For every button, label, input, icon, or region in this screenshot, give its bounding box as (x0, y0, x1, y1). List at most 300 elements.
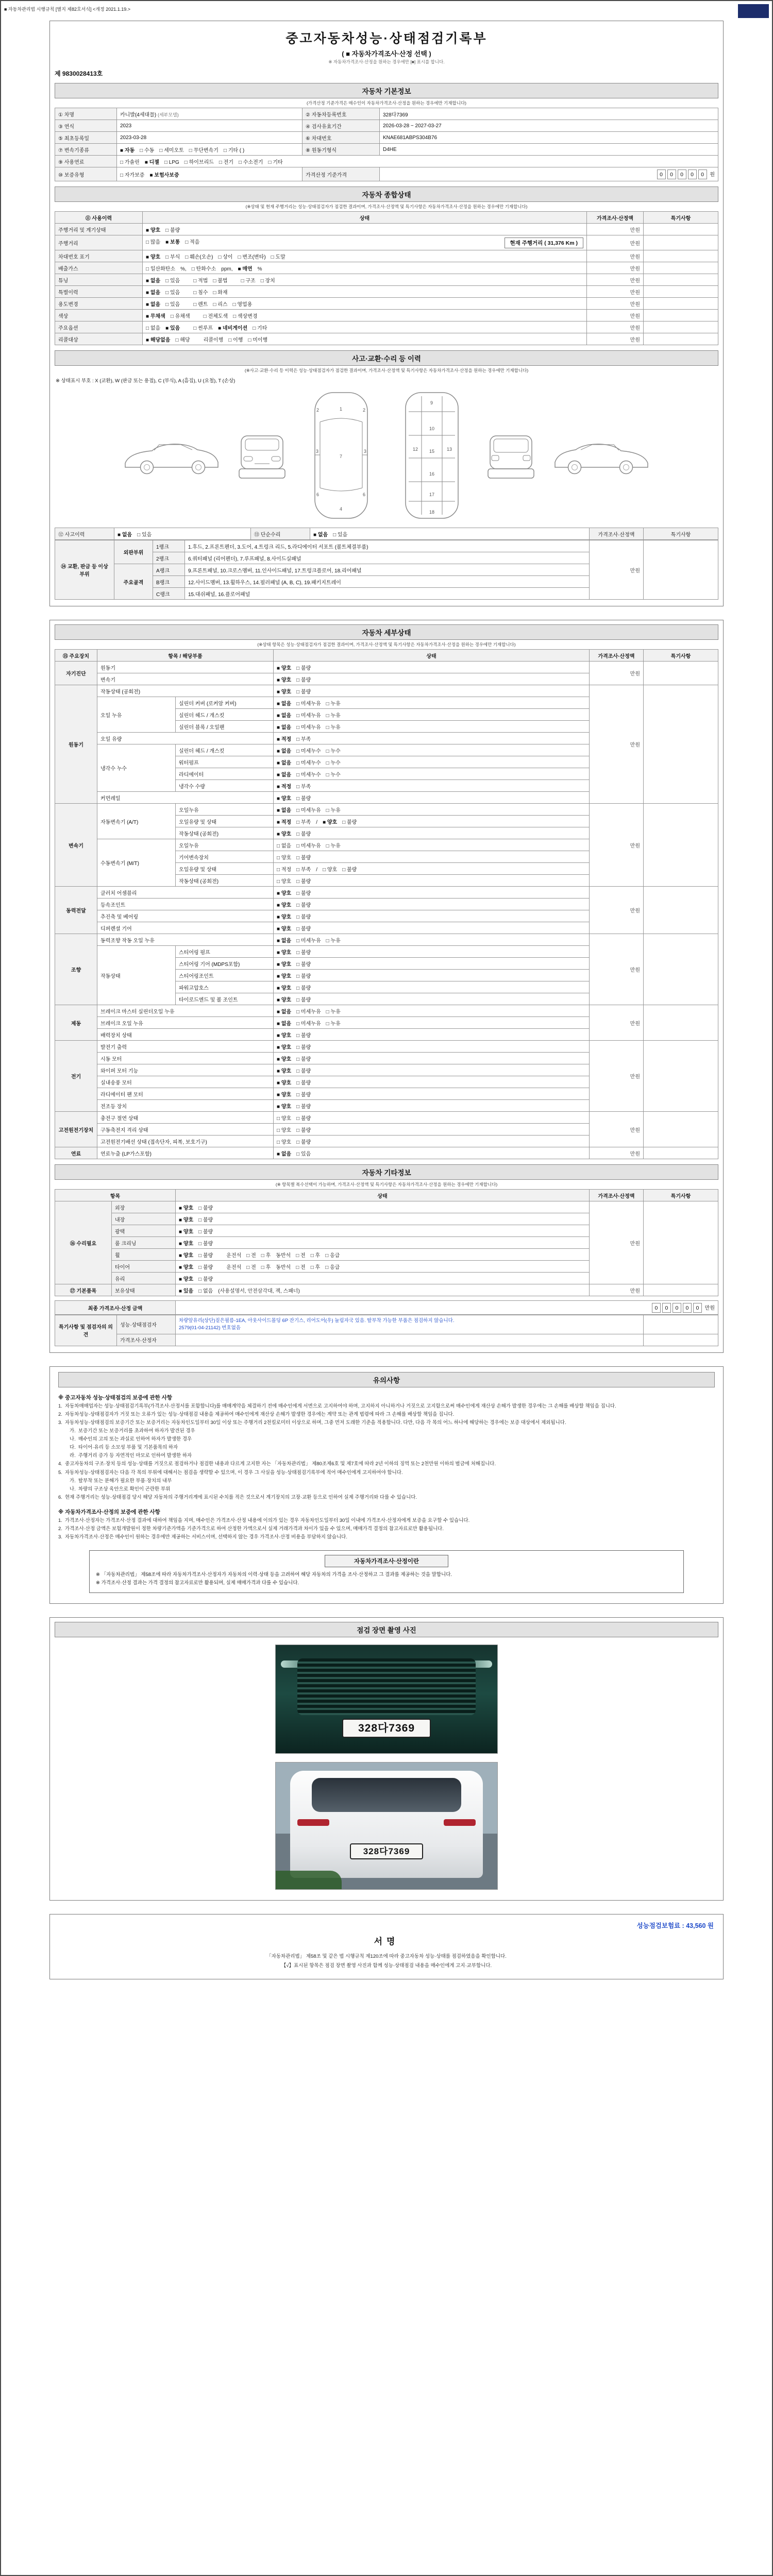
note-cell[interactable] (644, 887, 718, 934)
unchecked-checkbox[interactable]: □ 리스 (213, 301, 228, 308)
diagram-number: 15 (429, 449, 435, 454)
price-cell[interactable]: 만원 (587, 298, 644, 310)
state-options (274, 733, 590, 744)
state-options (274, 958, 590, 970)
note-cell[interactable] (644, 310, 718, 321)
unchecked-checkbox[interactable]: □ 있음 (333, 532, 348, 538)
checked-checkbox[interactable]: ■ 없음 (146, 290, 161, 296)
checked-checkbox[interactable]: ■ 양호 (277, 677, 292, 683)
checked-checkbox[interactable]: ■ 없음 (277, 760, 292, 766)
unchecked-checkbox[interactable]: □ 불량 (198, 1217, 213, 1223)
unchecked-checkbox[interactable]: □ 누유 (326, 843, 341, 849)
unchecked-checkbox[interactable]: □ 해당 (175, 337, 190, 343)
unchecked-checkbox[interactable]: □ 기타 ( ) (223, 147, 245, 154)
unchecked-checkbox[interactable]: □ 후 (310, 1264, 321, 1270)
price-cell[interactable]: 만원 (587, 224, 644, 235)
price-digit: 0 (688, 170, 697, 179)
state-options (274, 1147, 590, 1159)
unchecked-checkbox[interactable]: □ 미세누수 (296, 760, 321, 766)
state-options (274, 899, 590, 910)
detail-row (55, 934, 718, 946)
price-cell[interactable]: 만원 (587, 274, 644, 286)
price-cell[interactable]: 만원 (587, 250, 644, 262)
checked-checkbox[interactable]: ■ 양호 (277, 831, 292, 837)
unchecked-checkbox[interactable]: □ 있음 (165, 301, 180, 308)
state-options (143, 224, 587, 235)
notice-subitem: 라. 주행거리 증가 등 자연적인 마모로 인하여 발생한 하자 (70, 1453, 192, 1459)
detail-row (55, 887, 718, 899)
checked-checkbox[interactable]: ■ 양호 (179, 1205, 194, 1211)
checked-checkbox[interactable]: ■ 없음 (277, 1021, 292, 1027)
note-cell[interactable] (644, 298, 718, 310)
unchecked-checkbox[interactable]: □ 수동 (140, 147, 155, 154)
unchecked-checkbox[interactable]: □ 불량 (198, 1205, 213, 1211)
diagram-number: 18 (429, 510, 435, 515)
definition-box-title: 자동차가격조사·산정이란 (325, 1555, 448, 1567)
unchecked-checkbox[interactable]: □ 누유 (326, 701, 341, 707)
unchecked-checkbox[interactable]: □ 적정 (277, 867, 292, 873)
notice-section2-items (58, 1517, 715, 1541)
part-label: 오일유량 및 상태 (176, 816, 274, 827)
note-cell[interactable] (644, 250, 718, 262)
note-cell[interactable] (644, 1041, 718, 1112)
price-cell[interactable]: 만원 (587, 286, 644, 298)
price-cell[interactable]: 만원 (590, 1201, 644, 1284)
checked-checkbox[interactable]: ■ 적정 (277, 819, 292, 825)
unchecked-checkbox[interactable]: □ 불량 (165, 227, 180, 233)
unchecked-checkbox[interactable]: □ 누유 (326, 724, 341, 731)
checked-checkbox[interactable]: ■ 양호 (277, 689, 292, 695)
unchecked-checkbox[interactable]: □ 불량 (296, 961, 311, 968)
unchecked-checkbox[interactable]: □ 불량 (342, 819, 357, 825)
unchecked-checkbox[interactable]: □ 후 (261, 1252, 271, 1259)
checked-checkbox[interactable]: ■ 네비게이션 (218, 325, 248, 331)
unchecked-checkbox[interactable]: □ 불량 (296, 1068, 311, 1074)
checked-checkbox[interactable]: ■ 없음 (313, 532, 328, 538)
unchecked-checkbox[interactable]: □ 없음 (146, 325, 161, 331)
unchecked-checkbox[interactable]: □ 불량 (296, 855, 311, 861)
price-cell[interactable]: 만원 (590, 540, 644, 600)
unchecked-checkbox[interactable]: □ 이행 (228, 337, 243, 343)
checked-checkbox[interactable]: ■ 양호 (277, 665, 292, 671)
unchecked-checkbox[interactable]: □ 장치 (260, 278, 275, 284)
price-cell[interactable]: 만원 (590, 1112, 644, 1147)
etc-row (55, 1201, 718, 1213)
price-cell[interactable]: 만원 (587, 321, 644, 333)
unchecked-checkbox[interactable]: □ 불량 (342, 867, 357, 873)
unchecked-checkbox[interactable]: □ 미이행 (248, 337, 268, 343)
checked-checkbox[interactable]: ■ 없음 (146, 301, 161, 308)
checked-checkbox[interactable]: ■ 양호 (277, 997, 292, 1003)
detail-condition-table (55, 649, 718, 1159)
checked-checkbox[interactable]: ■ 없음 (277, 701, 292, 707)
unchecked-checkbox[interactable]: □ 누유 (326, 1021, 341, 1027)
price-cell[interactable]: 만원 (590, 685, 644, 804)
device-group-label: 조향 (55, 934, 97, 1005)
unchecked-checkbox[interactable]: □ 불량 (296, 890, 311, 896)
repair-label: ⑬ 단순수리 (251, 528, 310, 540)
unchecked-checkbox[interactable]: □ 부족 (296, 867, 311, 873)
unchecked-checkbox[interactable]: □ 후 (310, 1252, 321, 1259)
note-cell[interactable] (644, 1112, 718, 1147)
unchecked-checkbox[interactable]: □ 미세누수 (296, 748, 321, 754)
accident-label: ⑫ 사고이력 (55, 528, 114, 540)
note-cell[interactable] (644, 1147, 718, 1159)
checked-checkbox[interactable]: ■ 없음 (277, 938, 292, 944)
unchecked-checkbox[interactable]: □ 무단변속기 (189, 147, 219, 154)
price-cell[interactable]: 만원 (590, 1005, 644, 1041)
usage-history-row (55, 262, 718, 274)
unchecked-checkbox[interactable]: □ 불량 (198, 1264, 213, 1270)
unchecked-checkbox[interactable]: □ 없음 (198, 1288, 213, 1294)
checked-checkbox[interactable]: ■ 양호 (277, 1056, 292, 1062)
corner-mark (738, 4, 769, 18)
unchecked-checkbox[interactable]: □ 불량 (296, 926, 311, 932)
unchecked-checkbox[interactable]: □ 전 (296, 1264, 306, 1270)
unchecked-checkbox[interactable]: □ 적음 (185, 239, 200, 245)
unchecked-checkbox[interactable]: □ 양호 (277, 1115, 292, 1122)
unchecked-checkbox[interactable]: □ 후 (261, 1264, 271, 1270)
diagram-number: 10 (429, 426, 435, 431)
unchecked-checkbox[interactable]: □ 불법 (213, 278, 228, 284)
price-cell[interactable]: 만원 (587, 333, 644, 345)
checked-checkbox[interactable]: ■ 무채색 (146, 313, 165, 319)
checked-checkbox[interactable]: ■ 양호 (179, 1276, 194, 1282)
unchecked-checkbox[interactable]: □ 침수 (193, 290, 208, 296)
unchecked-checkbox[interactable]: □ 구조 (241, 278, 256, 284)
unchecked-checkbox[interactable]: □ 많음 (146, 239, 161, 245)
base-price-value[interactable]: 0 0 0 0 0 원 (380, 167, 718, 181)
unchecked-checkbox[interactable]: □ 가솔린 (120, 159, 140, 165)
unchecked-checkbox[interactable]: □ 세미오토 (159, 147, 184, 154)
unchecked-checkbox[interactable]: □ 양호 (277, 855, 292, 861)
state-options (274, 1076, 590, 1088)
unchecked-checkbox[interactable]: □ 불량 (198, 1276, 213, 1282)
unchecked-checkbox[interactable]: □ 응급 (325, 1252, 340, 1259)
device-group-label: 고전원전기장치 (55, 1112, 97, 1147)
checked-checkbox[interactable]: ■ 양호 (277, 1068, 292, 1074)
unchecked-checkbox[interactable]: □ 화재 (213, 290, 228, 296)
unchecked-checkbox[interactable]: □ 전기 (219, 159, 234, 165)
unchecked-checkbox[interactable]: □ 전 (296, 1252, 306, 1259)
unchecked-checkbox[interactable]: □ 있음 (165, 278, 180, 284)
state-options (274, 875, 590, 887)
notice-item: 3. 자동차가격조사·산정은 매수인이 원하는 경우에만 제공하는 서비스이며, 선택하지 않는 경우 가격조사·산정 비용을 부담하지 않습니다. (58, 1534, 347, 1540)
exchange-section-label: ⑭ 교환, 판금 등 이상 부위 (55, 540, 114, 600)
state-options (143, 262, 587, 274)
fuel-options (117, 156, 718, 167)
checked-checkbox[interactable]: ■ 양호 (179, 1217, 194, 1223)
unchecked-checkbox[interactable]: □ 미세누유 (296, 724, 321, 731)
unchecked-checkbox[interactable]: □ 불량 (198, 1229, 213, 1235)
checked-checkbox[interactable]: ■ 양호 (277, 985, 292, 991)
checked-checkbox[interactable]: ■ 양호 (277, 890, 292, 896)
checked-checkbox[interactable]: ■ 양호 (277, 961, 292, 968)
spacer (195, 337, 204, 343)
price-cell[interactable]: 만원 (590, 1147, 644, 1159)
price-cell[interactable]: 만원 (590, 1284, 644, 1296)
unchecked-checkbox[interactable]: □ 일산화탄소 (146, 266, 176, 272)
checked-checkbox[interactable]: ■ 양호 (323, 819, 338, 825)
unchecked-checkbox[interactable]: □ 렌트 (193, 301, 208, 308)
unchecked-checkbox[interactable]: □ 부식 (165, 254, 180, 260)
checked-checkbox[interactable]: ■ 양호 (277, 1044, 292, 1050)
price-header: 가격조사·산정액 (590, 1190, 644, 1201)
checked-checkbox[interactable]: ■ 매연 (238, 266, 253, 272)
unchecked-checkbox[interactable]: □ 썬루프 (193, 325, 213, 331)
checked-checkbox[interactable]: ■ 양호 (277, 914, 292, 920)
price-cell[interactable]: 만원 (587, 310, 644, 321)
unchecked-checkbox[interactable]: □ 응급 (325, 1264, 340, 1270)
checked-checkbox[interactable]: ■ 보험사보증 (149, 172, 179, 178)
unchecked-checkbox[interactable]: □ 불량 (296, 985, 311, 991)
notice-item: 2. 가격조사·산정 금액은 보험개발원이 정한 차량기준가액을 기준가격으로 하여 산정한 가액으로서 실제 거래가격과 차이가 있을 수 있으며, 매매가격 결정의 참고자료로만 활용됩니다. (58, 1526, 444, 1532)
state-options (274, 721, 590, 733)
unchecked-checkbox[interactable]: □ 불량 (296, 795, 311, 802)
price-cell[interactable]: 만원 (590, 804, 644, 887)
notice-subitem: 나. 차량의 구조상 육안으로 확인이 곤란한 부위 (70, 1486, 171, 1492)
note-cell[interactable] (644, 540, 718, 600)
usage-history-row (55, 286, 718, 298)
unchecked-checkbox[interactable]: □ 불량 (296, 950, 311, 956)
unchecked-checkbox[interactable]: □ 유채색 (170, 313, 190, 319)
item-label: 충전구 절연 상태 (97, 1112, 274, 1124)
unchecked-checkbox[interactable]: □ 적법 (193, 278, 208, 284)
unchecked-checkbox[interactable]: □ 누유 (326, 938, 341, 944)
unchecked-checkbox[interactable]: □ 누유 (326, 807, 341, 814)
note-cell[interactable] (644, 224, 718, 235)
price-cell[interactable]: 만원 (587, 262, 644, 274)
unchecked-checkbox[interactable]: □ 불량 (296, 1139, 311, 1145)
unchecked-checkbox[interactable]: □ 미세누유 (296, 843, 321, 849)
note-cell[interactable] (644, 934, 718, 1005)
unchecked-checkbox[interactable]: □ 불량 (296, 997, 311, 1003)
unchecked-checkbox[interactable]: □ 부족 (296, 784, 311, 790)
unchecked-checkbox[interactable]: □ 불량 (198, 1252, 213, 1259)
diagram-number: 12 (413, 447, 418, 452)
unchecked-checkbox[interactable]: □ 부족 (296, 736, 311, 742)
checked-checkbox[interactable]: ■ 양호 (179, 1229, 194, 1235)
note-cell[interactable] (644, 262, 718, 274)
state-options (176, 1284, 590, 1296)
unchecked-checkbox[interactable]: □ 도말 (271, 254, 285, 260)
diagram-number: 2 (363, 408, 366, 413)
unchecked-checkbox[interactable]: □ 불량 (296, 914, 311, 920)
unchecked-checkbox[interactable]: □ 불량 (296, 689, 311, 695)
unchecked-checkbox[interactable]: □ 훼손(오손) (185, 254, 213, 260)
checked-checkbox[interactable]: ■ 없음 (277, 1009, 292, 1015)
unchecked-checkbox[interactable]: □ 있음 (296, 1151, 311, 1157)
unchecked-checkbox[interactable]: □ 불량 (296, 1127, 311, 1133)
unchecked-checkbox[interactable]: □ 불량 (296, 973, 311, 979)
checked-checkbox[interactable]: ■ 양호 (179, 1241, 194, 1247)
note-cell[interactable] (644, 804, 718, 887)
price-cell[interactable]: 만원 (590, 887, 644, 934)
unchecked-checkbox[interactable]: □ 자가보증 (120, 172, 145, 178)
checked-checkbox[interactable]: ■ 양호 (179, 1264, 194, 1270)
unchecked-checkbox[interactable]: □ 있음 (165, 290, 180, 296)
note-cell[interactable] (644, 662, 718, 685)
price-survey-select[interactable]: ( ■ 자동차가격조사·산정 선택 ) (342, 50, 431, 58)
note-cell[interactable] (644, 286, 718, 298)
unchecked-checkbox[interactable]: □ 불량 (198, 1241, 213, 1247)
car-body-shape (290, 1771, 483, 1878)
checked-checkbox[interactable]: ■ 적정 (277, 736, 292, 742)
checked-checkbox[interactable]: ■ 양호 (179, 1252, 194, 1259)
checked-checkbox[interactable]: ■ 양호 (277, 926, 292, 932)
unchecked-checkbox[interactable]: □ 미세누유 (296, 701, 321, 707)
checked-checkbox[interactable]: ■ 양호 (277, 1032, 292, 1039)
section-etc-info: 자동차 기타정보 (55, 1164, 718, 1180)
price-cell[interactable]: 만원 (590, 934, 644, 1005)
unchecked-checkbox[interactable]: □ 누수 (326, 748, 341, 754)
checked-checkbox[interactable]: ■ 해당없음 (146, 337, 171, 343)
unchecked-checkbox[interactable]: □ 부족 (296, 819, 311, 825)
note-cell[interactable] (644, 1284, 718, 1296)
unchecked-checkbox[interactable]: □ 미세누수 (296, 772, 321, 778)
unchecked-checkbox[interactable]: □ 미세누유 (296, 1021, 321, 1027)
first-reg-value: 2023-03-28 (117, 132, 303, 144)
unchecked-checkbox[interactable]: □ 불량 (296, 665, 311, 671)
unchecked-checkbox[interactable]: □ 기타 (268, 159, 283, 165)
notice-card (49, 1366, 724, 1604)
table-header-row (55, 650, 718, 662)
diagram-number: 13 (447, 447, 452, 452)
unchecked-checkbox[interactable]: □ 전체도색 (203, 313, 228, 319)
unchecked-checkbox[interactable]: □ 누수 (326, 772, 341, 778)
note-cell[interactable] (644, 1201, 718, 1284)
state-header: 상태 (176, 1190, 590, 1201)
note-cell[interactable] (644, 333, 718, 345)
note-cell[interactable] (644, 1005, 718, 1041)
unchecked-checkbox[interactable]: □ 누유 (326, 1009, 341, 1015)
opinion-extra-cell (644, 1334, 718, 1346)
price-header: 가격조사·산정액 (587, 212, 644, 224)
checked-checkbox[interactable]: ■ 양호 (277, 1080, 292, 1086)
unchecked-checkbox[interactable]: □ 수소전기 (239, 159, 263, 165)
price-digit: 0 (678, 170, 686, 179)
unchecked-checkbox[interactable]: □ 불량 (296, 677, 311, 683)
top-bar (4, 4, 769, 20)
unchecked-checkbox[interactable]: □ 미세누유 (296, 807, 321, 814)
checked-checkbox[interactable]: ■ 없음 (146, 278, 161, 284)
note-header: 특기사항 (644, 212, 718, 224)
unchecked-checkbox[interactable]: □ 색상변경 (233, 313, 258, 319)
checked-checkbox[interactable]: ■ 없음 (277, 724, 292, 731)
basic-info-note: (가격산정 기준가격은 매수인이 자동차가격조사·산정을 원하는 경우에만 기재합니다) (306, 100, 467, 106)
unchecked-checkbox[interactable]: □ 전 (246, 1264, 256, 1270)
checked-checkbox[interactable]: ■ 양호 (277, 950, 292, 956)
checked-checkbox[interactable]: ■ 자동 (120, 147, 135, 154)
checked-checkbox[interactable]: ■ 양호 (277, 902, 292, 908)
unchecked-checkbox[interactable]: □ 불량 (296, 1056, 311, 1062)
unchecked-checkbox[interactable]: □ 양호 (277, 1127, 292, 1133)
unchecked-checkbox[interactable]: □ 탄화수소 (191, 266, 216, 272)
note-cell[interactable] (644, 321, 718, 333)
unchecked-checkbox[interactable]: □ 불량 (296, 1115, 311, 1122)
checked-checkbox[interactable]: ■ 보통 (165, 239, 180, 245)
checked-checkbox[interactable]: ■ 양호 (277, 973, 292, 979)
price-digit: 0 (683, 1303, 692, 1313)
unchecked-checkbox[interactable]: □ 미세누유 (296, 1009, 321, 1015)
checked-checkbox[interactable]: ■ 없음 (277, 748, 292, 754)
note-cell[interactable] (644, 235, 718, 250)
final-price-value[interactable]: 0 0 0 0 0 만원 (176, 1301, 718, 1315)
notice-subitem: 가. 탈부착 또는 분해가 필요한 부품·장치의 내부 (70, 1478, 172, 1484)
state-options (274, 993, 590, 1005)
unchecked-checkbox[interactable]: □ 미세누유 (296, 713, 321, 719)
unchecked-checkbox[interactable]: □ 상이 (218, 254, 233, 260)
appraiser-opinion-text (176, 1334, 644, 1346)
checked-checkbox[interactable]: ■ 양호 (146, 254, 161, 260)
unchecked-checkbox[interactable]: □ 변조(변타) (238, 254, 266, 260)
checked-checkbox[interactable]: ■ 양호 (277, 1092, 292, 1098)
unchecked-checkbox[interactable]: □ 불량 (296, 1044, 311, 1050)
checked-checkbox[interactable]: ■ 적정 (277, 784, 292, 790)
car-diagram-front (235, 423, 289, 488)
photos-card (49, 1617, 724, 1901)
checked-checkbox[interactable]: ■ 없음 (277, 807, 292, 814)
price-cell[interactable]: 만원 (590, 1041, 644, 1112)
checked-checkbox[interactable]: ■ 없음 (277, 772, 292, 778)
reg-no-label: ② 자동차등록번호 (303, 108, 380, 120)
checked-checkbox[interactable]: ■ 디젤 (144, 159, 159, 165)
price-cell[interactable]: 만원 (590, 662, 644, 685)
unchecked-checkbox[interactable]: □ 불량 (296, 902, 311, 908)
unchecked-checkbox[interactable]: □ 양호 (277, 1139, 292, 1145)
checked-checkbox[interactable]: ■ 없음 (277, 713, 292, 719)
unchecked-checkbox[interactable]: □ 불량 (296, 831, 311, 837)
unchecked-checkbox[interactable]: □ 없음 (277, 843, 292, 849)
unchecked-checkbox[interactable]: □ 불량 (296, 1104, 311, 1110)
unchecked-checkbox[interactable]: □ LPG (164, 159, 179, 165)
unchecked-checkbox[interactable]: □ 영업용 (232, 301, 253, 308)
unchecked-checkbox[interactable]: □ 미세누유 (296, 938, 321, 944)
state-options (274, 922, 590, 934)
section-detail-condition: 자동차 세부상태 (55, 624, 718, 640)
unchecked-checkbox[interactable]: □ 누수 (326, 760, 341, 766)
item-label: 시동 모터 (97, 1053, 274, 1064)
unchecked-checkbox[interactable]: □ 불량 (296, 878, 311, 885)
reg-no-value: 328다7369 (380, 108, 718, 120)
note-cell[interactable] (644, 685, 718, 804)
unchecked-checkbox[interactable]: □ 전 (246, 1252, 256, 1259)
checked-checkbox[interactable]: ■ 있음 (179, 1288, 194, 1294)
price-cell[interactable]: 만원 (587, 235, 644, 250)
unchecked-checkbox[interactable]: □ 누유 (326, 713, 341, 719)
unchecked-checkbox[interactable]: □ 있음 (137, 532, 152, 538)
note-cell[interactable] (644, 274, 718, 286)
checked-checkbox[interactable]: ■ 양호 (277, 1104, 292, 1110)
checked-checkbox[interactable]: ■ 양호 (146, 227, 161, 233)
unchecked-checkbox[interactable]: □ 불량 (296, 1080, 311, 1086)
checked-checkbox[interactable]: ■ 없음 (117, 532, 132, 538)
notice-item: 5. 자동차성능·상태점검자는 다음 각 목의 부위에 대해서는 점검을 생략할 수 있으며, 이 경우 그 사실을 성능·상태점검기록부에 적어 매수인에게 고지하여야 합니다. (58, 1469, 403, 1476)
unchecked-checkbox[interactable]: □ 양호 (323, 867, 338, 873)
checked-checkbox[interactable]: ■ 양호 (277, 795, 292, 802)
option-text: / (316, 819, 318, 825)
unchecked-checkbox[interactable]: □ 기타 (253, 325, 267, 331)
price-header: 가격조사·산정액 (590, 528, 644, 540)
unchecked-checkbox[interactable]: □ 불량 (296, 1092, 311, 1098)
unchecked-checkbox[interactable]: □ 불량 (296, 1032, 311, 1039)
checked-checkbox[interactable]: ■ 없음 (277, 1151, 292, 1157)
unchecked-checkbox[interactable]: □ 양호 (277, 878, 292, 885)
checked-checkbox[interactable]: ■ 있음 (165, 325, 180, 331)
price-digit: 0 (698, 170, 707, 179)
unchecked-checkbox[interactable]: □ 하이브리드 (184, 159, 214, 165)
option-text: 동반석 (276, 1252, 291, 1259)
